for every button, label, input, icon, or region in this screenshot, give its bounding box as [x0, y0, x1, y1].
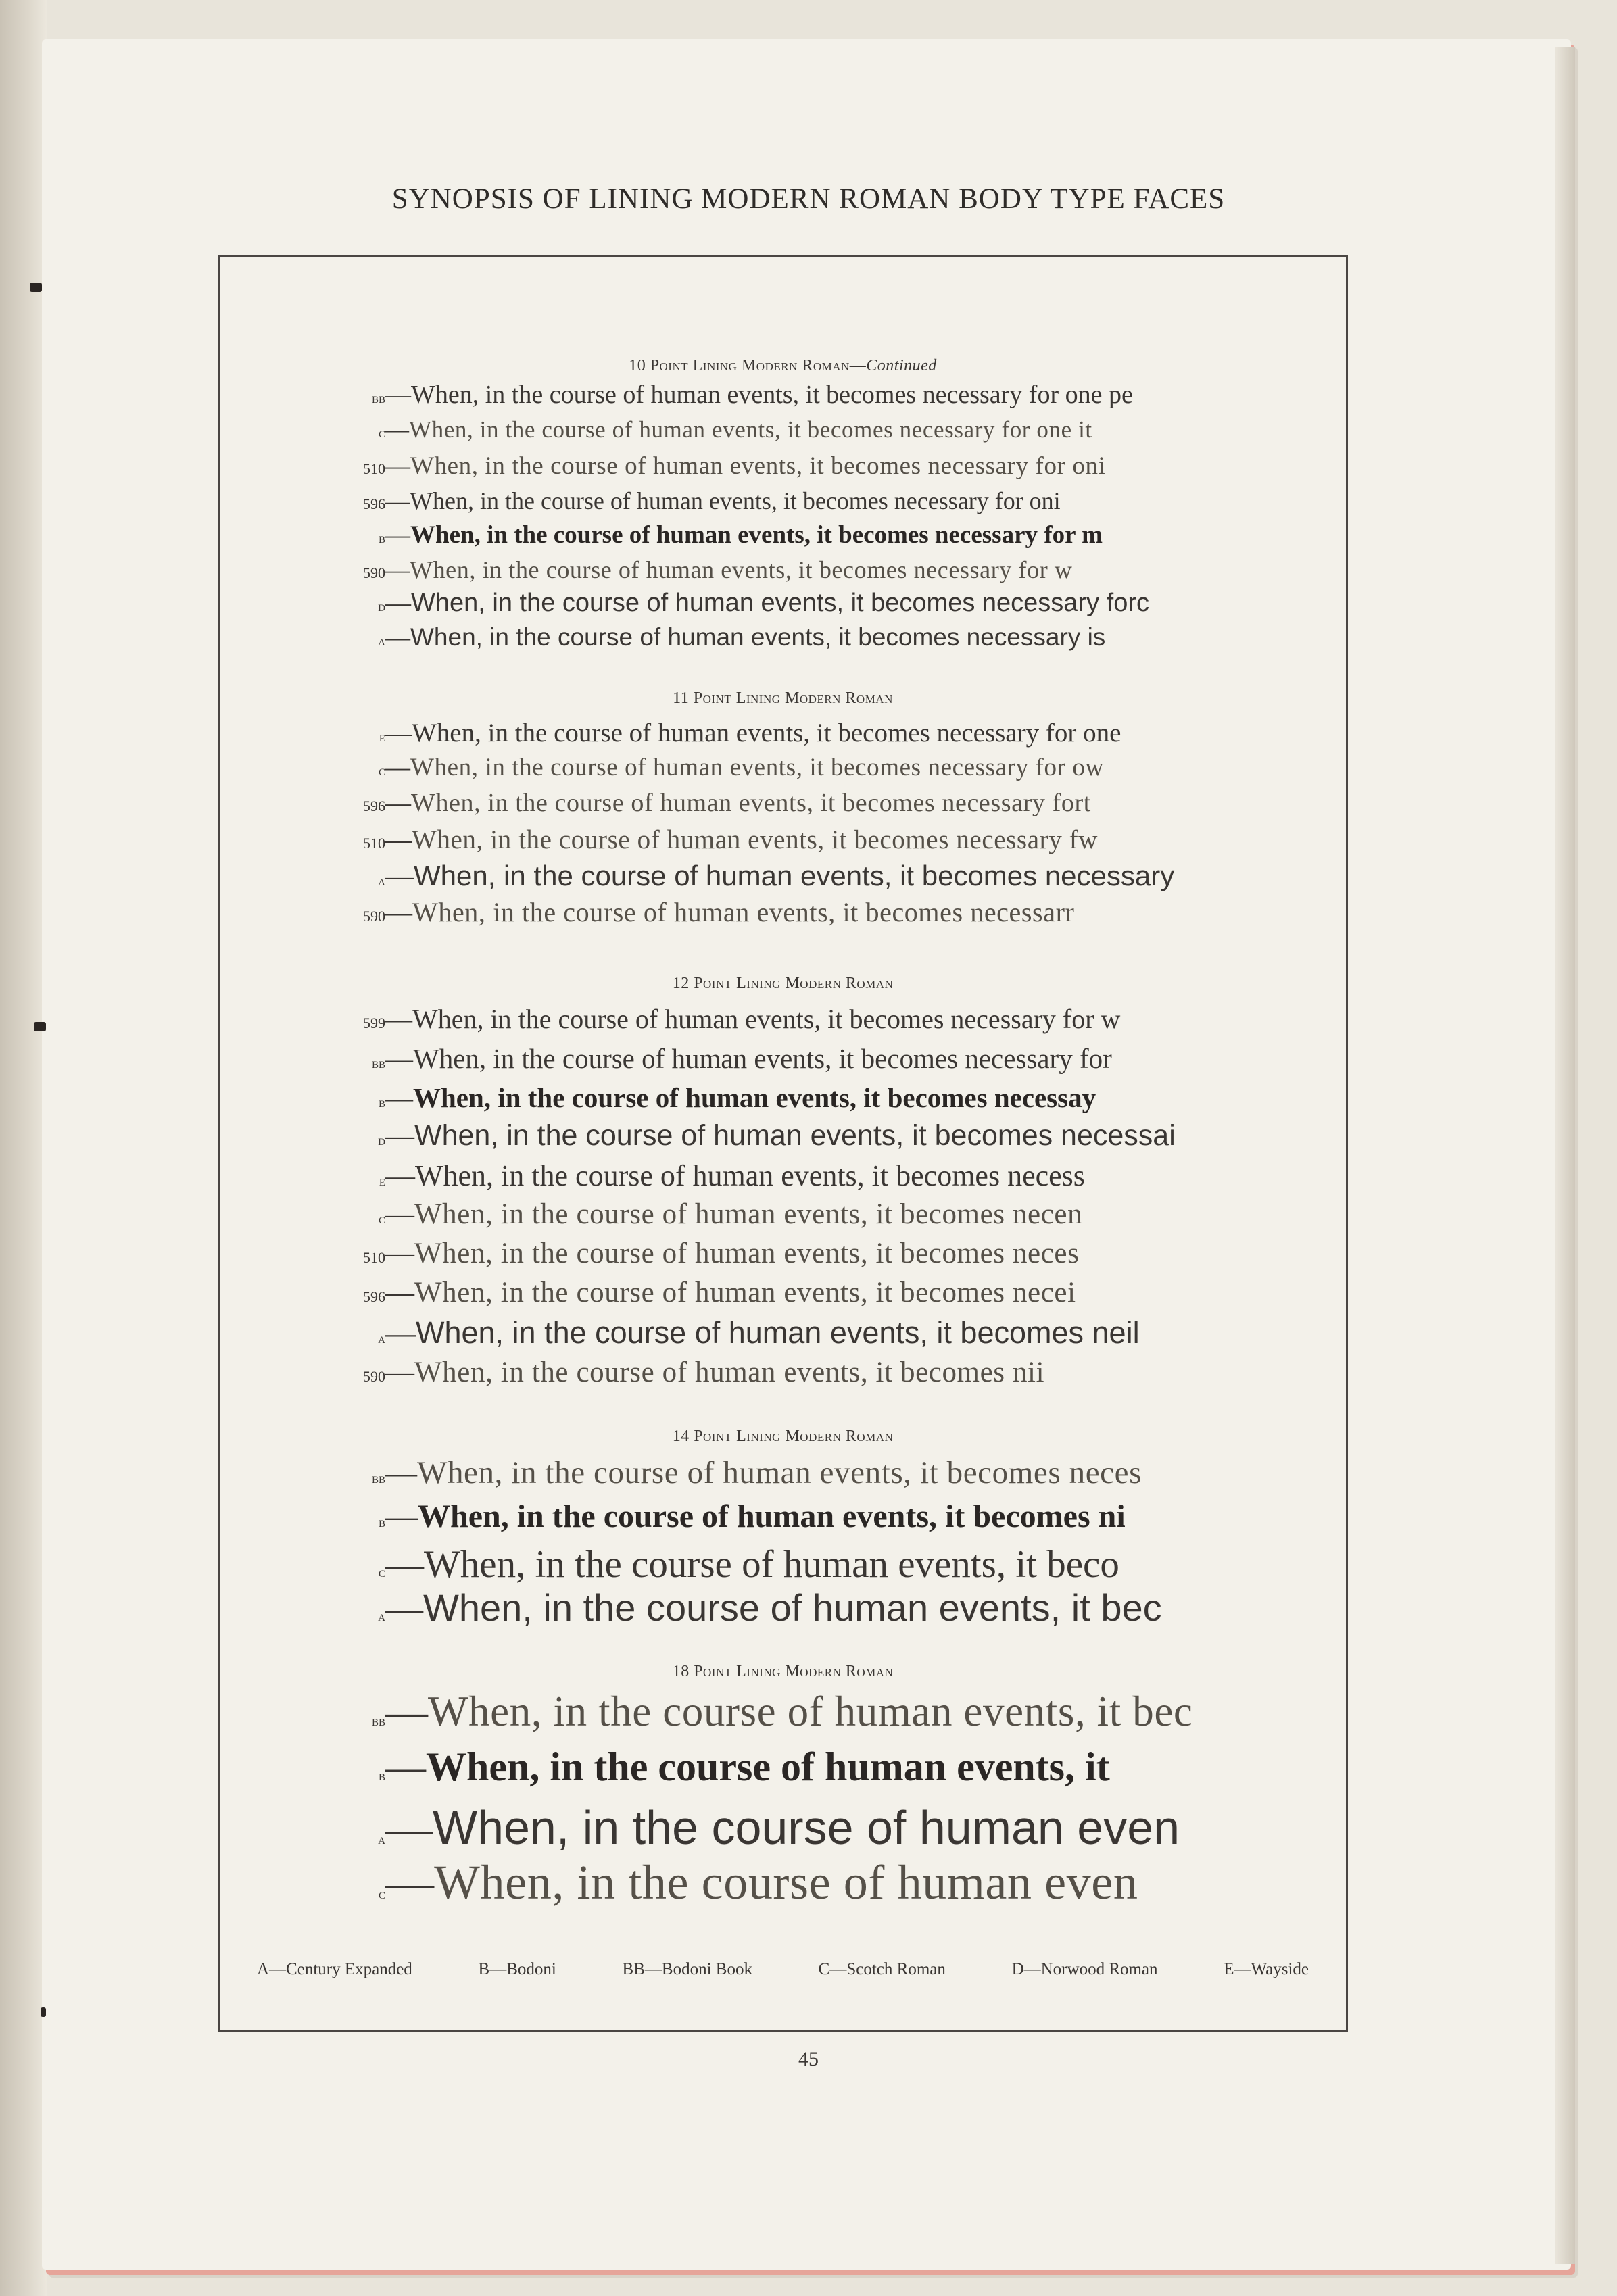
typeface-legend — [257, 1960, 1309, 1979]
page-number: 45 — [798, 2048, 819, 2070]
specimen-code: bb — [371, 1712, 385, 1729]
specimen-code: 590 — [363, 908, 385, 925]
specimen-code: d — [378, 1131, 385, 1148]
specimen-text: When, in the course of human events, it becomes necessary — [414, 860, 1175, 891]
specimen-text: When, in the course of human events, it becomes necessary for w — [412, 1004, 1121, 1034]
specimen-code: bb — [371, 1054, 385, 1071]
specimen-code: bb — [371, 1469, 385, 1486]
specimen-code: 510 — [363, 835, 385, 852]
specimen-code: c — [378, 1563, 385, 1580]
binding-mark — [30, 283, 42, 292]
specimen-code: 590 — [363, 564, 385, 581]
specimen-code: b — [378, 529, 385, 546]
specimen-line: b — When, in the course of human events, it becomes ni — [284, 1498, 1237, 1552]
specimen-code: c — [378, 762, 385, 779]
specimen-text: When, in the course of human events, it becomes necessary fort — [411, 789, 1091, 817]
specimen-line: a — When, in the course of human events, it becomes necessary is — [284, 623, 1237, 677]
specimen-code: e — [379, 728, 385, 745]
specimen-text: When, in the course of human events, it becomes necessary for — [413, 1043, 1112, 1074]
legend-item: B—Bodoni — [478, 1960, 556, 1978]
binding-mark — [34, 1022, 46, 1031]
specimen-code: bb — [371, 389, 385, 406]
specimen-text: When, in the course of human events, it becomes necessary for oni — [410, 487, 1061, 514]
specimen-line: b — When, in the course of human events, it becomes necessay — [284, 1081, 1237, 1135]
specimen-line: 590 — When, in the course of human events, it becomes necessary for w — [284, 556, 1237, 610]
specimen-text: When, in the course of human events, it becomes necessary for one pe — [411, 381, 1133, 409]
specimen-line: b — When, in the course of human events, it becomes necessary for m — [284, 520, 1237, 575]
specimen-line: bb — When, in the course of human events, it becomes necessary for — [284, 1042, 1237, 1096]
specimen-text: When, in the course of human events, it becomes necess — [415, 1159, 1085, 1192]
specimen-text: When, in the course of human events, it becomes necessary forc — [411, 589, 1149, 617]
section-title-10pt — [218, 357, 1348, 375]
specimen-text: When, in the course of human events, it becomes necessary for ow — [410, 754, 1104, 781]
specimen-code: c — [378, 1210, 385, 1227]
specimen-line: 596 — When, in the course of human events, it becomes necessary fort — [284, 788, 1237, 842]
section-title-18pt: 18 Point Lining Modern Roman — [672, 1663, 894, 1680]
specimen-line: 599 — When, in the course of human events, it becomes necessary for w — [284, 1003, 1237, 1057]
specimen-text: When, in the course of human events, it becomes neces — [417, 1455, 1142, 1490]
specimen-line: 510 — When, in the course of human events, it becomes necessary for oni — [284, 451, 1237, 506]
specimen-line: 510 — When, in the course of human events, it becomes necessary fw — [284, 825, 1237, 879]
specimen-code: 596 — [363, 798, 385, 814]
specimen-text: When, in the course of human events, it bec — [423, 1586, 1162, 1629]
specimen-text: When, in the course of human events, it becomes necessary for one it — [409, 416, 1092, 443]
specimen-line: d — When, in the course of human events, it becomes necessary forc — [284, 588, 1237, 642]
specimen-code: 510 — [363, 1249, 385, 1266]
specimen-text: When, in the course of human events, it becomes necessary is — [410, 623, 1106, 651]
legend-item: D—Norwood Roman — [1011, 1960, 1158, 1978]
section-title-14pt: 14 Point Lining Modern Roman — [672, 1427, 894, 1445]
specimen-line: e — When, in the course of human events, it becomes necess — [284, 1158, 1237, 1213]
running-head: SYNOPSIS OF LINING MODERN ROMAN BODY TYPE FACES — [391, 183, 1226, 215]
book-spine-edge — [0, 0, 47, 2296]
specimen-text: When, in the course of human events, it becomes necessary fw — [412, 825, 1098, 854]
specimen-code: a — [378, 632, 385, 649]
specimen-line: c — When, in the course of human events, it becomes necessary for one it — [284, 416, 1237, 470]
specimen-text: When, in the course of human events, it becomes nii — [414, 1357, 1045, 1388]
section-title-text: 10 Point Lining Modern Roman— — [629, 357, 867, 374]
specimen-text: When, in the course of human events, it becomes necessary for oni — [410, 452, 1106, 480]
specimen-line: d — When, in the course of human events, it becomes necessai — [284, 1119, 1237, 1173]
specimen-line: 590 — When, in the course of human events, it becomes necessarr — [284, 896, 1237, 950]
specimen-code: b — [378, 1513, 385, 1530]
specimen-line: c — When, in the course of human events, it becomes necessary for ow — [284, 753, 1237, 807]
specimen-code: 596 — [363, 495, 385, 512]
specimen-line: 596 — When, in the course of human events, it becomes necessary for oni — [284, 487, 1237, 541]
specimen-code: b — [378, 1767, 385, 1784]
specimen-line: a — When, in the course of human events, it becomes necessary — [284, 860, 1237, 914]
specimen-text: When, in the course of human events, it becomes neces — [414, 1238, 1080, 1269]
specimen-text: When, in the course of human events, it becomes ni — [418, 1498, 1126, 1534]
specimen-text: When, in the course of human events, it becomes necessay — [413, 1082, 1096, 1113]
specimen-code: a — [378, 1830, 385, 1847]
specimen-code: e — [379, 1172, 385, 1189]
specimen-code: 590 — [363, 1368, 385, 1385]
page-edge-shadow — [1555, 47, 1575, 2264]
specimen-text: When, in the course of human events, it becomes necei — [414, 1277, 1076, 1309]
specimen-code: 510 — [363, 460, 385, 477]
specimen-text: When, in the course of human events, it becomes necessary for w — [410, 556, 1073, 583]
specimen-text: When, in the course of human even — [434, 1855, 1138, 1909]
legend-item: C—Scotch Roman — [818, 1960, 946, 1978]
specimen-text: When, in the course of human events, it becomes necessary for one — [412, 718, 1121, 748]
specimen-line: a — When, in the course of human even — [284, 1801, 1237, 1865]
specimen-text: When, in the course of human events, it becomes necessarr — [412, 897, 1075, 927]
specimen-text: When, in the course of human events, it becomes necen — [414, 1198, 1083, 1230]
specimen-text: When, in the course of human events, it — [426, 1744, 1110, 1789]
specimen-code: 599 — [363, 1015, 385, 1031]
section-title-12pt: 12 Point Lining Modern Roman — [672, 975, 894, 992]
specimen-text: When, in the course of human events, it becomes necessary for m — [410, 521, 1103, 549]
specimen-code: a — [378, 1329, 385, 1346]
specimen-code: a — [378, 872, 385, 889]
specimen-line: 596 — When, in the course of human events, it becomes necei — [284, 1276, 1237, 1330]
specimen-line: c — When, in the course of human even — [284, 1855, 1237, 1920]
specimen-line: e — When, in the course of human events, it becomes necessary for one — [284, 718, 1237, 772]
section-title-continued: Continued — [866, 357, 937, 374]
specimen-code: a — [378, 1607, 385, 1624]
specimen-line: bb — When, in the course of human events, it becomes necessary for one pe — [284, 380, 1237, 434]
specimen-line: c — When, in the course of human events, it beco — [284, 1542, 1237, 1596]
specimen-line: 510 — When, in the course of human events, it becomes neces — [284, 1237, 1237, 1291]
specimen-text: When, in the course of human even — [433, 1801, 1180, 1854]
legend-item: A—Century Expanded — [257, 1960, 412, 1978]
specimen-code: c — [378, 1885, 385, 1902]
specimen-code: b — [378, 1094, 385, 1110]
specimen-text: When, in the course of human events, it becomes necessai — [414, 1119, 1176, 1152]
specimen-line: c — When, in the course of human events, it becomes necen — [284, 1198, 1237, 1252]
specimen-line: bb — When, in the course of human events, it becomes neces — [284, 1455, 1237, 1509]
specimen-text: When, in the course of human events, it bec — [428, 1688, 1193, 1735]
specimen-code: c — [378, 424, 385, 441]
section-title-11pt: 11 Point Lining Modern Roman — [673, 689, 893, 707]
specimen-text: When, in the course of human events, it beco — [424, 1543, 1119, 1586]
specimen-code: d — [378, 597, 385, 614]
specimen-code: 596 — [363, 1288, 385, 1305]
specimen-line: b — When, in the course of human events, it — [284, 1744, 1237, 1805]
specimen-line: a — When, in the course of human events, it becomes neil — [284, 1315, 1237, 1369]
legend-item: BB—Bodoni Book — [622, 1960, 752, 1978]
specimen-text: When, in the course of human events, it becomes neil — [416, 1315, 1140, 1350]
legend-item: E—Wayside — [1224, 1960, 1309, 1978]
specimen-line: a — When, in the course of human events, it bec — [284, 1586, 1237, 1640]
specimen-line: 590 — When, in the course of human events, it becomes nii — [284, 1356, 1237, 1410]
specimen-line: bb — When, in the course of human events, it bec — [284, 1687, 1237, 1748]
binding-mark — [41, 2007, 46, 2017]
